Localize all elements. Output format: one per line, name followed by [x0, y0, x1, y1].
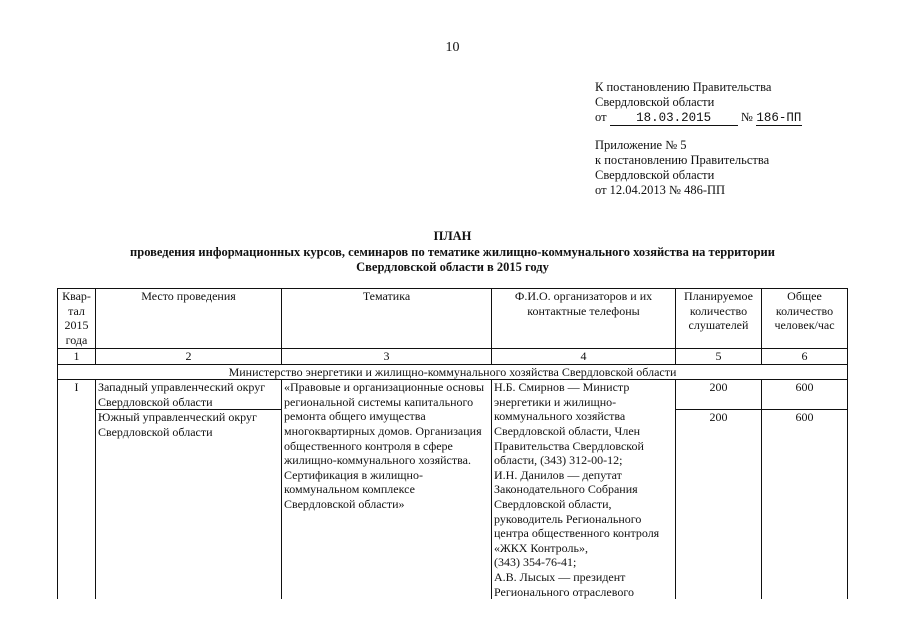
listeners-cell: 200: [676, 410, 762, 600]
appendix-reference: [595, 138, 769, 198]
resolution-number: 186-ПП: [756, 111, 802, 125]
column-number: 5: [676, 349, 762, 365]
header-hours: Общее количество человек/час: [762, 289, 848, 349]
document-subtitle: проведения информационных курсов, семинаров по тематике жилищно-коммунального хозяйства на территории Свердловской области в 2015 году: [130, 245, 775, 274]
listeners-cell: 200: [676, 380, 762, 410]
appendix-line-4: от 12.04.2013 № 486-ПП: [595, 183, 726, 197]
hours-cell: 600: [762, 410, 848, 600]
place-cell: Западный управленческий округ Свердловской области: [96, 380, 282, 410]
header-organizers: Ф.И.О. организаторов и их контактные телефоны: [492, 289, 676, 349]
organizers-cell: Н.Б. Смирнов — Министр энергетики и жилищно-коммунального хозяйства Свердловской области, Член Правительства Свердловской области, (343) 312-00-12; И.Н. Данилов — депутат Законодательного Собрания Свердловской области, руководитель Регионального центра общественного контроля «ЖКХ Контроль», (343) 354-76-41; А.В. Лысых — президент Регионального отраслевого: [492, 380, 676, 600]
column-number: 3: [282, 349, 492, 365]
column-number: 1: [58, 349, 96, 365]
document-title: ПЛАН: [433, 229, 472, 243]
header-place: Место проведения: [96, 289, 282, 349]
page-number: 10: [445, 40, 460, 55]
table-row: [58, 380, 848, 410]
appendix-line-2: к постановлению Правительства: [595, 153, 770, 167]
appendix-line-3: Свердловской области: [595, 168, 715, 182]
column-number: 6: [762, 349, 848, 365]
place-cell: Южный управленческий округ Свердловской области: [96, 410, 282, 600]
resolution-line-1: К постановлению Правительства: [595, 80, 772, 94]
appendix-line-1: Приложение № 5: [595, 138, 687, 152]
header-row: [58, 289, 848, 349]
date-prefix: от: [595, 110, 607, 124]
resolution-date: 18.03.2015: [610, 112, 738, 126]
resolution-date-line: [595, 110, 802, 126]
column-number: 2: [96, 349, 282, 365]
resolution-reference: [595, 80, 802, 126]
header-quarter: Квар- тал 2015 года: [58, 289, 96, 349]
header-listeners: Планируемое количество слушателей: [676, 289, 762, 349]
resolution-line-2: Свердловской области: [595, 95, 715, 109]
plan-table: [57, 288, 848, 599]
quarter-cell: I: [58, 380, 96, 600]
column-number-row: [58, 349, 848, 365]
number-prefix: №: [740, 110, 753, 124]
topic-cell: «Правовые и организационные основы региональной системы капитального ремонта общего имущества многоквартирных домов. Организация общественного контроля в сфере жилищно-коммунального хозяйства. Сертификация в жилищно-коммунальном комплексе Свердловской области»: [282, 380, 492, 600]
column-number: 4: [492, 349, 676, 365]
header-topic: Тематика: [282, 289, 492, 349]
ministry-row: [58, 364, 848, 380]
ministry-name: Министерство энергетики и жилищно-коммунального хозяйства Свердловской области: [58, 364, 848, 380]
hours-cell: 600: [762, 380, 848, 410]
